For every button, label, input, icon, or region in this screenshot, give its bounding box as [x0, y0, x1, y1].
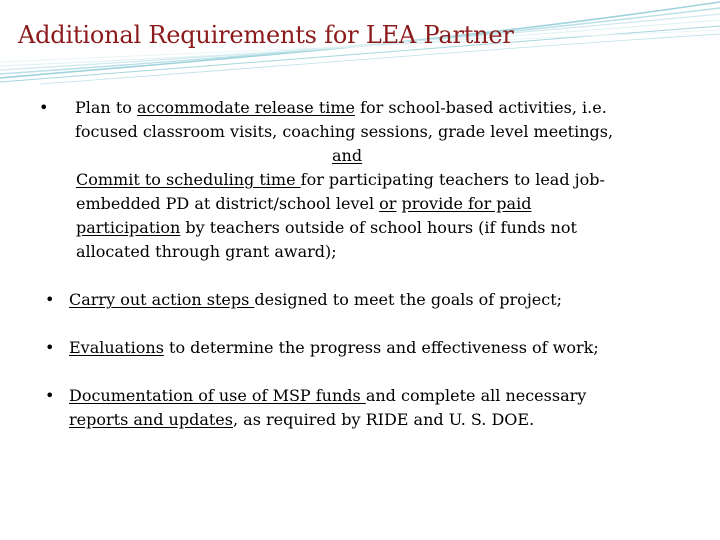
underlined-text: reports and updates [69, 410, 233, 429]
text-run: , as required by RIDE and U. S. DOE. [232, 410, 535, 429]
bullet-1-line-5 [76, 192, 531, 216]
bullet-4-line-1 [69, 384, 586, 408]
underlined-text: participation [76, 218, 181, 237]
underlined-text: and [332, 146, 363, 165]
underlined-text: Documentation of use of MSP funds [69, 386, 366, 405]
text-run: focused classroom visits, coaching sessions, grade level meetings, [75, 122, 614, 141]
text-run: designed to meet the goals of project; [254, 290, 563, 309]
underlined-text: Carry out action steps [69, 290, 255, 309]
underlined-text: provide for paid [401, 194, 532, 213]
underlined-text: Commit to scheduling time [76, 170, 301, 189]
text-run: for participating teachers to lead job- [300, 170, 605, 189]
bullet-1-line-1 [75, 96, 607, 120]
bullet-3-line-1 [69, 336, 599, 360]
text-run: Plan to [75, 98, 137, 117]
text-run: allocated through grant award); [76, 242, 337, 261]
text-run: by teachers outside of school hours (if funds not [180, 218, 577, 237]
bullet-marker: • [45, 386, 55, 405]
text-run: embedded PD at district/school level [76, 194, 380, 213]
text-run: to determine the progress and effectiveness of work; [163, 338, 599, 357]
bullet-1-line-7 [76, 240, 337, 264]
text-run: for school-based activities, i.e. [355, 98, 607, 117]
underlined-text: accommodate release time [136, 98, 355, 117]
slide-title: Additional Requirements for LEA Partner [18, 21, 514, 49]
bullet-marker: • [39, 98, 49, 117]
bullet-1-line-6 [76, 216, 577, 240]
text-run: and complete all necessary [365, 386, 587, 405]
bullet-4-line-2 [69, 408, 534, 432]
bullet-1-line-2 [75, 120, 613, 144]
bullet-marker: • [45, 290, 55, 309]
bullet-1-line-3 [332, 144, 362, 168]
underlined-text: or [379, 194, 397, 213]
bullet-marker: • [45, 338, 55, 357]
bullet-1-line-4 [76, 168, 605, 192]
underlined-text: Evaluations [69, 338, 164, 357]
bullet-2-line-1 [69, 288, 562, 312]
